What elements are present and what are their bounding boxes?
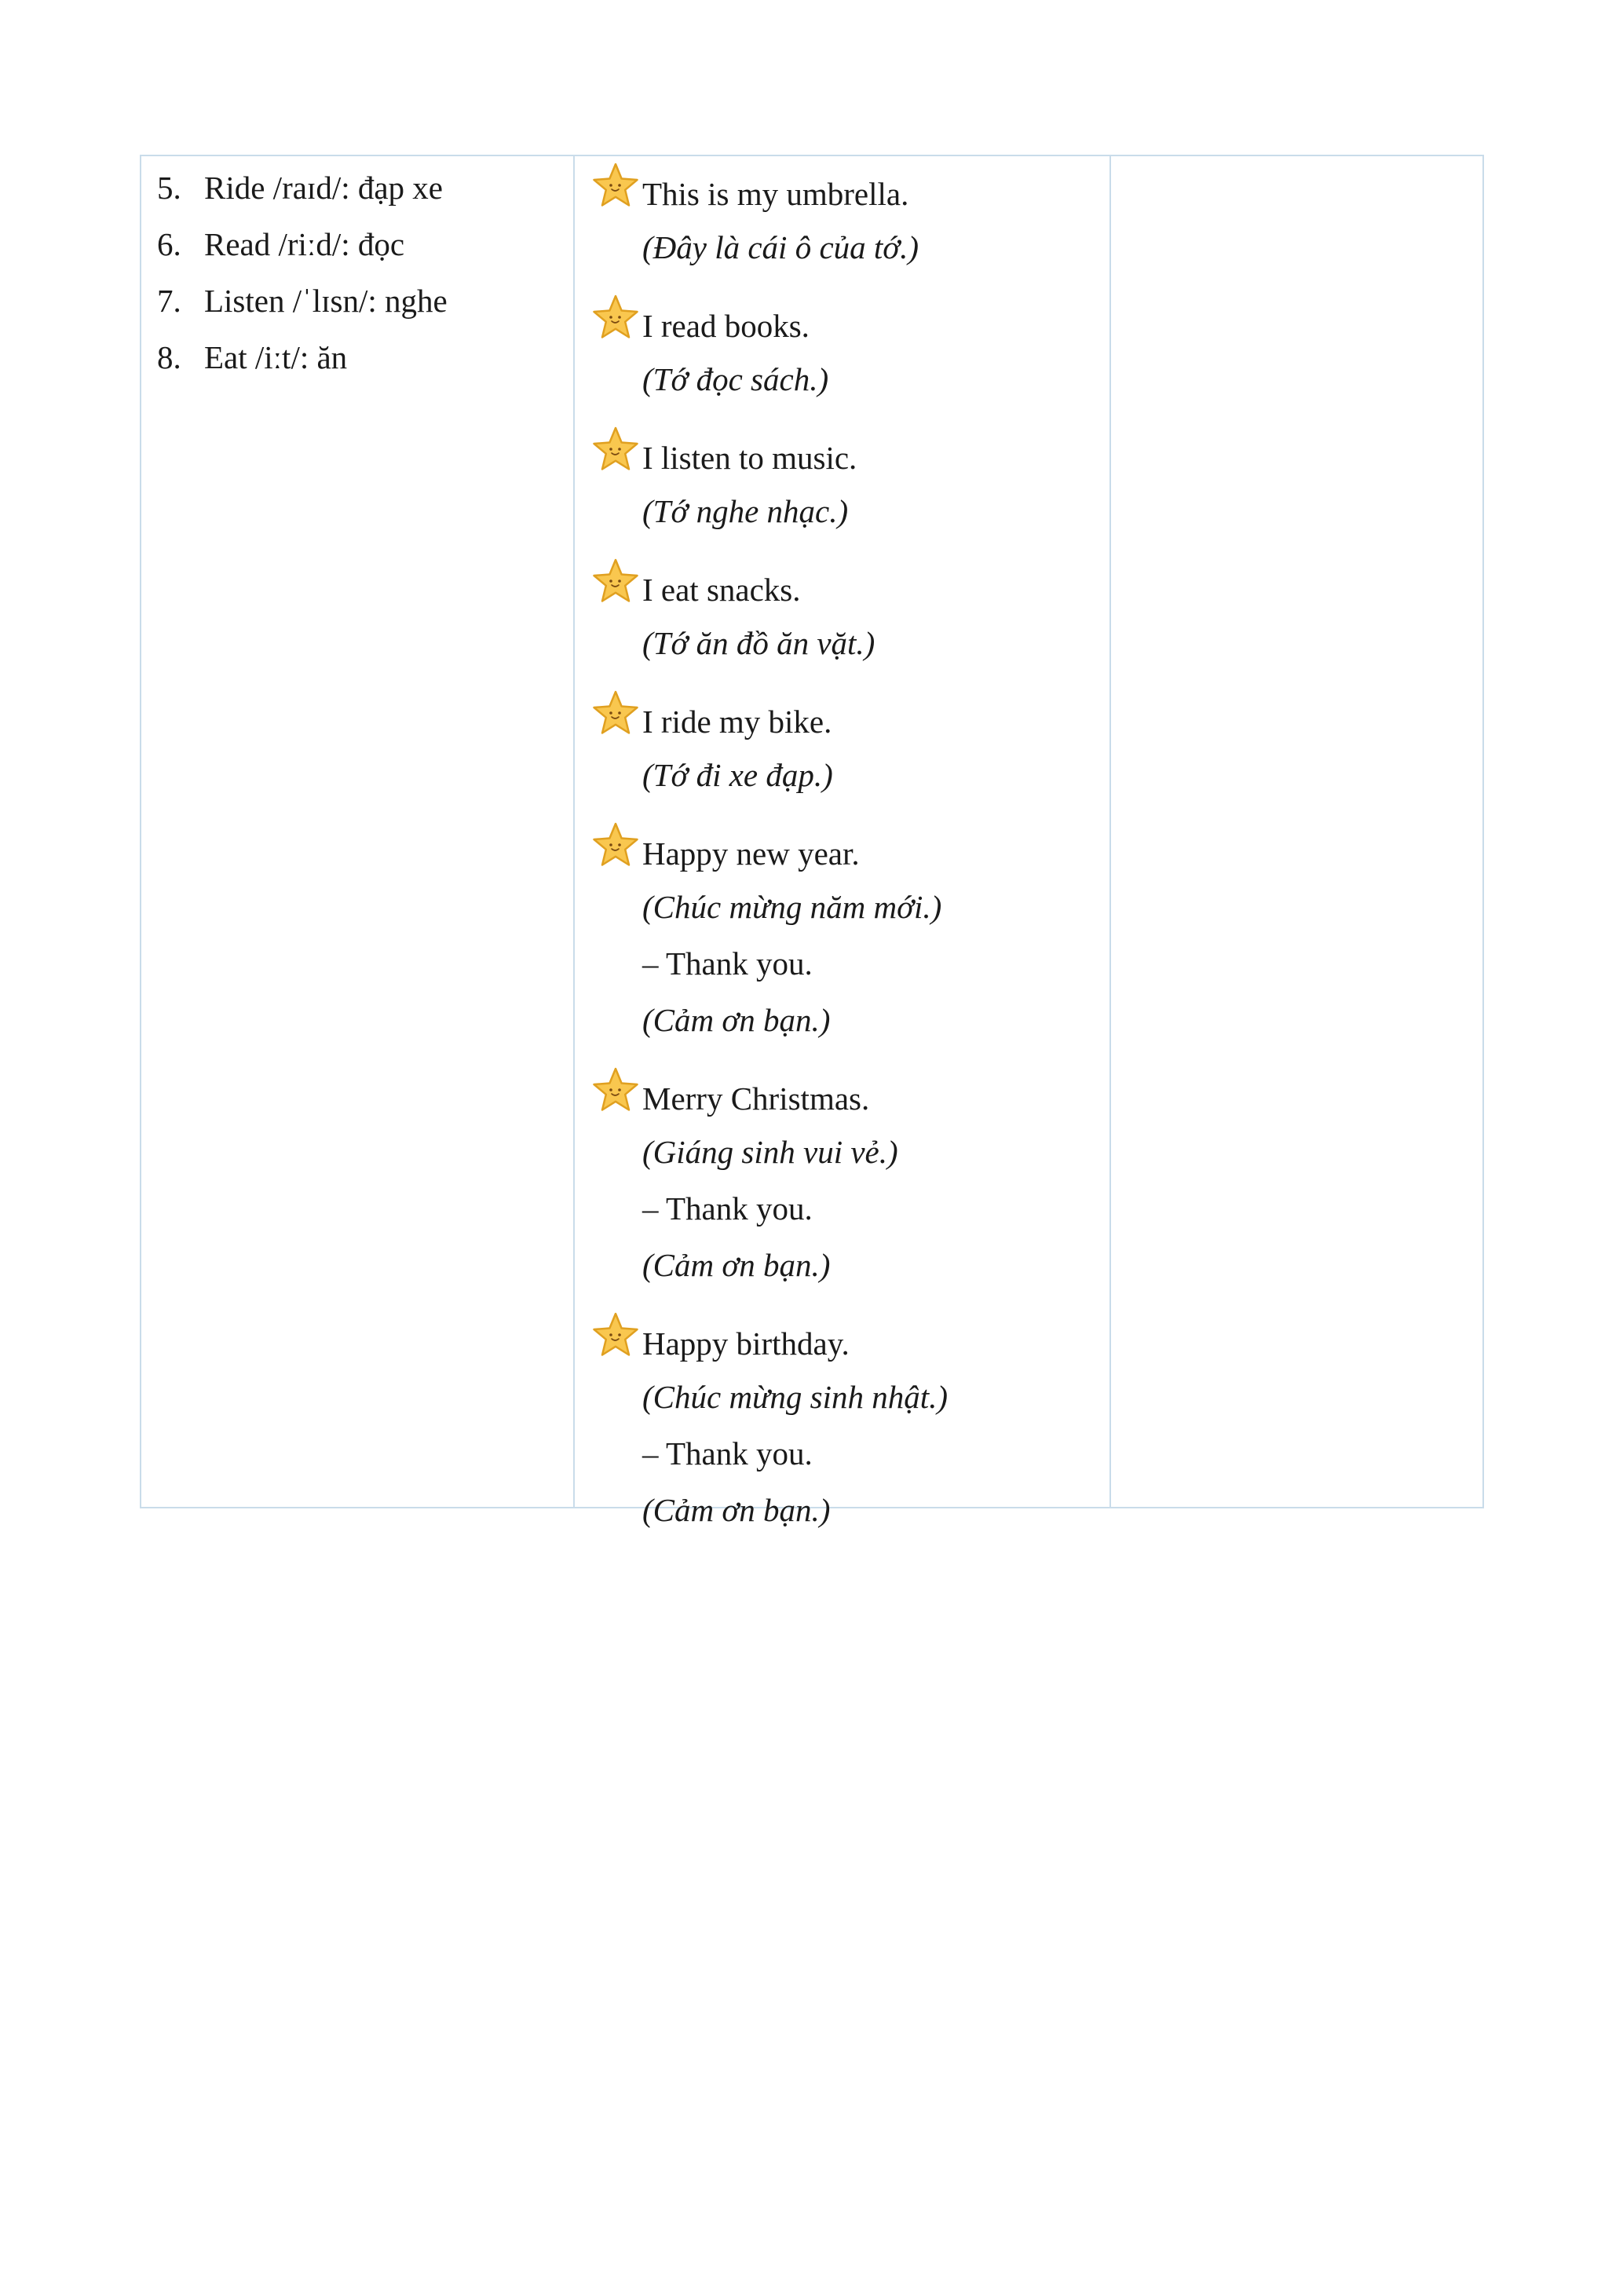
vocab-text: Listen /ˈlɪsn/: nghe [204, 283, 448, 319]
star-icon [592, 163, 639, 208]
sentence-line [581, 1066, 1099, 1124]
line-text: Happy new year. [642, 835, 860, 872]
line-text: – Thank you. [642, 945, 813, 982]
sentence-line [581, 425, 1099, 483]
sentence-line [581, 689, 1099, 747]
sentence-line [581, 1311, 1099, 1369]
sentence-line [581, 161, 1099, 219]
line-text: (Tớ ăn đồ ăn vặt.) [642, 625, 875, 661]
reply-line [581, 1425, 1099, 1482]
translation-line [581, 879, 1099, 935]
line-text: (Tớ đi xe đạp.) [642, 757, 833, 793]
line-text: I read books. [642, 308, 810, 344]
line-text: (Tớ nghe nhạc.) [642, 493, 849, 529]
vocab-number: 7. [157, 283, 181, 319]
line-text: (Chúc mừng sinh nhật.) [642, 1379, 949, 1415]
translation-line [581, 483, 1099, 539]
star-icon [592, 426, 639, 472]
column-divider [1109, 156, 1111, 1507]
star-icon [592, 294, 639, 340]
dialog-group [581, 161, 1099, 276]
vocab-text: Read /riːd/: đọc [204, 226, 405, 262]
line-text: This is my umbrella. [642, 176, 909, 212]
dialog-group [581, 1066, 1099, 1293]
sentence-line [581, 821, 1099, 879]
translation-line [581, 1237, 1099, 1293]
line-text: I ride my bike. [642, 704, 832, 740]
star-icon [592, 558, 639, 604]
translation-line [581, 351, 1099, 408]
translation-line [581, 992, 1099, 1048]
vocabulary-column [157, 159, 565, 386]
line-text: (Cảm ơn bạn.) [642, 1247, 831, 1283]
reply-line [581, 935, 1099, 992]
line-text: (Cảm ơn bạn.) [642, 1492, 831, 1528]
line-text: I listen to music. [642, 440, 857, 476]
vocab-text: Ride /raɪd/: đạp xe [204, 170, 443, 206]
star-icon [592, 822, 639, 868]
sentence-line [581, 557, 1099, 615]
dialog-group [581, 293, 1099, 408]
reply-line [581, 1180, 1099, 1237]
line-text: (Cảm ơn bạn.) [642, 1002, 831, 1038]
vocab-number: 6. [157, 226, 181, 262]
star-icon [592, 690, 639, 736]
translation-line [581, 1369, 1099, 1425]
translation-line [581, 747, 1099, 803]
line-text: (Đây là cái ô của tớ.) [642, 229, 919, 265]
vocab-item [157, 329, 565, 386]
dialog-group [581, 425, 1099, 539]
translation-line [581, 1482, 1099, 1538]
vocab-number: 5. [157, 170, 181, 206]
star-icon [592, 1312, 639, 1358]
dialog-group [581, 1311, 1099, 1538]
dialog-group [581, 689, 1099, 803]
lesson-table [140, 155, 1484, 1528]
star-icon [592, 1067, 639, 1113]
line-text: (Chúc mừng năm mới.) [642, 889, 942, 925]
dialog-group [581, 557, 1099, 671]
line-text: Merry Christmas. [642, 1080, 870, 1117]
line-text: I eat snacks. [642, 572, 801, 608]
line-text: (Giáng sinh vui vẻ.) [642, 1134, 898, 1170]
column-divider [573, 156, 575, 1507]
vocab-item [157, 216, 565, 272]
line-text: – Thank you. [642, 1435, 813, 1472]
vocab-text: Eat /iːt/: ăn [204, 339, 348, 375]
dialog-column [581, 161, 1099, 1556]
line-text: (Tớ đọc sách.) [642, 361, 829, 397]
vocab-item [157, 159, 565, 216]
vocab-number: 8. [157, 339, 181, 375]
translation-line [581, 219, 1099, 276]
translation-line [581, 615, 1099, 671]
vocab-item [157, 272, 565, 329]
line-text: – Thank you. [642, 1190, 813, 1227]
line-text: Happy birthday. [642, 1325, 850, 1362]
dialog-group [581, 821, 1099, 1048]
translation-line [581, 1124, 1099, 1180]
sentence-line [581, 293, 1099, 351]
